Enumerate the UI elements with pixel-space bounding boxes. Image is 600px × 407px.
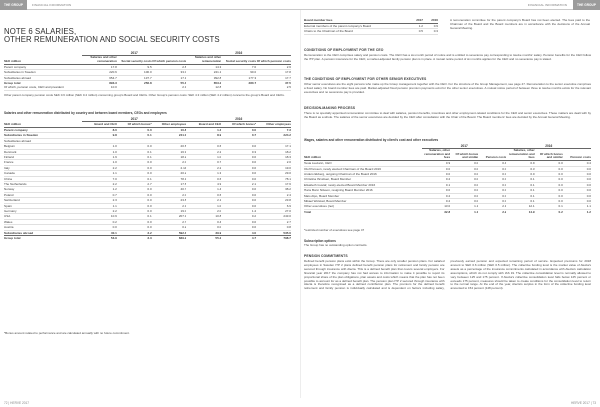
table-cell: 0.9 [422, 161, 450, 166]
table-cell: 0.0 [450, 166, 478, 171]
table-cell: 0.0 [478, 188, 506, 193]
table-cell: 0.0 [117, 192, 152, 197]
table-cell: 0.0 [117, 187, 152, 192]
table-cell: 0.1 [506, 177, 534, 182]
table-cell: 0.0 [117, 198, 152, 203]
table-cell: 27.0 [256, 209, 291, 214]
table-cell: 7.3 [256, 127, 291, 132]
table-cell: 2.2 [478, 209, 506, 214]
row-label: Mats Alpo, Board Member [304, 193, 422, 198]
table-cell: 38.2 [256, 187, 291, 192]
table-cell: 0.4 [186, 219, 221, 224]
table-cell: 12.8 [186, 85, 221, 90]
table-cell: 0.2 [422, 193, 450, 198]
table-cell: 2.7 [256, 219, 291, 224]
row-label: Spain [4, 203, 82, 208]
table-cell: 4.7 [221, 236, 256, 241]
table-cell: 654.7 [82, 75, 117, 80]
table-cell: 535.0 [256, 230, 291, 235]
table-cell: 0.3 [221, 149, 256, 154]
senior-text: Other senior executives are the eight persons who make up the Group management together with the CEO. For the structure of the Group Management, see page 47. Remuneration to the senior executive comprises a fixed salary. No board member fees are paid. Market-adjusted fixed pension premium payments exist for the other senior executives. A mutual notice period of between three to twelve months exists for the relevant executives and no severance pay is provided. [304, 82, 591, 94]
table-cell: 33.0 [152, 70, 187, 75]
header-bar [0, 0, 600, 10]
table-cell: 0.0 [563, 182, 591, 187]
country-table-caption: Salaries and other remuneration distributed by country and between board members, CEOs and employees [4, 111, 167, 115]
page-number-left: 72 | HERVE 2017 [4, 401, 30, 405]
table-cell: 2.7 [152, 219, 187, 224]
table-cell: 0.0 [117, 225, 152, 230]
row-label: Subsidiaries abroad [4, 138, 82, 143]
table-cell: 1.2 [82, 187, 117, 192]
table-cell: 78.1 [256, 176, 291, 181]
table-cell: 2.14 [152, 165, 187, 170]
table-cell: 0.1 [506, 193, 534, 198]
conditions-heading: CONDITIONS OF EMPLOYMENT FOR THE CEO [304, 48, 384, 52]
board-fees-text: A remuneration committee for the parent company's Board has not been elected. The fees paid to the Chairman of the Board and the Board members are in accordance with the decisions of the Annual General Meeting. [450, 18, 590, 30]
table-cell: 839.2 [152, 236, 187, 241]
table-cell: 0.0 [117, 127, 152, 132]
row-label: Germany [4, 209, 82, 214]
conditions-text: Remuneration to the CEO comprises salary and pension costs. The CEO has a six-month period of notice and is entitled to severance pay corresponding to twelve months' salary. Pension benefits for the CEO follow the ITP plan. A pension insurance for the CEO, a market-adjusted family pension plan is in place. A mutual notice period of six months applies for the CEO and no severance pay is stated. [304, 53, 591, 61]
table-cell: 1.0 [82, 149, 117, 154]
table-cell: 2.8 [152, 64, 187, 69]
table-cell: 0.0 [535, 172, 563, 177]
table-cell: 0.0 [535, 182, 563, 187]
table-cell: 0.1 [117, 154, 152, 159]
table-cell: 0.1 [117, 149, 152, 154]
senior-heading: THE CONDITIONS OF EMPLOYMENT FOR OTHER SENIOR EXECUTIVES [304, 77, 427, 81]
table-cell: 29.0 [256, 171, 291, 176]
table-header-row: SEK million Board and CEO Of which bonus* Other employees Board and CEO Of which bonus* Other employees [4, 121, 291, 126]
row-label: Olof Persson, newly elected Chairman of the Board 2016 [304, 166, 422, 171]
table-cell: 0.0 [117, 219, 152, 224]
table-cell: 0.0 [535, 177, 563, 182]
pension-note: Other parent company pension costs SEK 0.6 million (SEK 0.4 million) concerning group's Board and CEOs. Other Group's pension costs: SEK 4.3 million (SEK 4.2 million) concerns the group's Board and CEOs. [4, 93, 285, 97]
table-cell: 0.2 [152, 225, 187, 230]
table-cell: 1.1 [563, 204, 591, 209]
row-label: External members of the parent company's Board [304, 24, 408, 29]
table-cell: 12.1 [506, 204, 534, 209]
table-cell: 241.0 [152, 133, 187, 138]
table-cell: 1.0 [82, 144, 117, 149]
table-cell: 6.9 [256, 203, 291, 208]
table-cell: 32.8 [422, 209, 450, 214]
table-cell: 2.3 [152, 85, 187, 90]
table-cell: 0.0 [450, 177, 478, 182]
row-label: Elisabeth Gustaf, newly elected Board Member 2016 [304, 182, 422, 187]
board-fees-table [304, 18, 438, 35]
table-cell: 207.3 [152, 214, 187, 219]
table-cell: 0.0 [422, 172, 450, 177]
table-cell: 0.0 [221, 192, 256, 197]
bonus-footnote: *Bonus amount related to performance and are calculated annually with no future commitment. [4, 331, 130, 335]
row-label: Italy [4, 165, 82, 170]
table-cell: 1.2 [563, 209, 591, 214]
table-header-row: SEK million Salaries and other remuneration Social security costs Of which pension costs Salaries and other remuneration Social security costs Of which pension costs [4, 55, 291, 63]
table-cell: 0.0 [221, 160, 256, 165]
row-label: Chairs to the Chairman of the Board [304, 29, 408, 34]
table-cell: 17.6 [152, 181, 187, 186]
table-cell: 0.0 [563, 177, 591, 182]
table-cell: 1.4 [186, 187, 221, 192]
row-label: Group total [4, 81, 82, 86]
table-cell: 0.0 [535, 199, 563, 204]
table-cell: 0.1 [506, 182, 534, 187]
table-cell: 0.0 [450, 193, 478, 198]
table-cell: 0.0 [563, 172, 591, 177]
table-cell: 2.1 [221, 181, 256, 186]
table-cell: 0.0 [563, 193, 591, 198]
section-tab-left: THE GROUP [0, 0, 27, 10]
table-cell: 0.0 [221, 198, 256, 203]
table-cell: 1.2 [408, 24, 423, 29]
table-cell: 1.0 [186, 154, 221, 159]
table-cell: 2.0 [152, 192, 187, 197]
total-row [4, 236, 291, 241]
table-cell: 0.0 [221, 187, 256, 192]
table-cell: 10.8 [186, 214, 221, 219]
table-cell: 2.2 [82, 181, 117, 186]
table-cell: 280.7 [221, 81, 256, 86]
row-label: China [4, 176, 82, 181]
table-row [304, 29, 438, 34]
table-cell: 0.4 [563, 161, 591, 166]
table-cell: 2.0 [152, 160, 187, 165]
row-label: Canada [4, 171, 82, 176]
table-cell: 0.0 [563, 188, 591, 193]
table-cell: 19.0 [256, 165, 291, 170]
subscription-heading: Subscription options [304, 239, 336, 243]
row-label: France [4, 160, 82, 165]
row-label: Subsidiaries in Sweden [4, 133, 82, 138]
decision-text: There is no specially appointed remuneration committee to deal with salaries, pension benefits, incentives and other employment-related conditions for the CEO and senior executives. These matters are dealt with by the Board as a whole. The salaries of the senior executives are decided by the CEO after consultation with the Chair of the Board. The Board members' fees are decided by the Annual General Meeting. [304, 111, 591, 119]
table-cell: 0.3 [423, 29, 438, 34]
table-cell: 2.2 [186, 165, 221, 170]
table-row [4, 85, 291, 90]
wages-table [304, 144, 591, 214]
table-cell: 78.1 [152, 176, 187, 181]
table-cell: 0.0 [450, 188, 478, 193]
table-cell: 2.7 [117, 181, 152, 186]
table-cell: 14.3 [186, 64, 221, 69]
table-cell: 100.0 [117, 70, 152, 75]
table-cell: 0.3 [506, 166, 534, 171]
table-cell: 39.9 [186, 230, 221, 235]
table-cell: 19.0 [152, 209, 187, 214]
table-cell: 10.9 [82, 214, 117, 219]
table-cell: 8.9 [186, 133, 221, 138]
table-cell: 0.9 [506, 161, 534, 166]
table-cell: 0.0 [221, 144, 256, 149]
table-cell: 0.1 [535, 204, 563, 209]
year-2017: 2017 [82, 51, 186, 56]
row-label: Tesia Lieviann, CEO [304, 161, 422, 166]
table-cell: 0.7 [221, 133, 256, 138]
note-title: NOTE 6 SALARIES, OTHER REMUNERATION AND SOCIAL SECURITY COSTS [4, 27, 220, 45]
year-2016: 2016 [186, 51, 291, 56]
table-cell: 0.0 [221, 127, 256, 132]
table-cell: 2.1 [186, 198, 221, 203]
table-cell: 241.1 [186, 70, 221, 75]
row-label: Subsidiaries abroad [4, 75, 82, 80]
table-cell: 798.7 [256, 236, 291, 241]
table-cell: 0.0 [117, 209, 152, 214]
table-cell: 0.0 [221, 203, 256, 208]
pension-text: Defined benefit pension plans exist within the Group. There are only smaller pension plans. For salaried employees in Sweden ITP 2 plans defined benefit pension plans for retirement and family pension are secured through insurance with Alecta. This is a defined benefit plan that covers several employers. For financial year 2017 the company has not had access to information to make it possible to report its proportional share of the plan obligations, plan assets and costs which means that the plan has not been possible to account for as a defined benefit plan. The pension plan ITP 2 secured through insurance with Alecta is therefore recognised as a defined contribution plan. The premium for the defined benefit retirement and family pension is individually calculated and is dependent on factors including salary, previously earned pension and expected remaining period of service. Expected premiums for 2018 amount to SEK 0.6 million (SEK 0.5 million). The collective funding level is the market value of Alecta's assets as a percentage of the insurance commitments calculated in accordance with Alecta's calculation assumptions, which do not comply with IAS 19. The collective consolidation level is normally allowed to vary between 125 and 175 percent. If Alecta's collective consolidation level falls below 125 percent or exceeds 175 percent, measures should be taken to create conditions for the consolidation level to return to the normal range. At the end of the year, Alecta's surplus in the form of the collective funding level amounted to 154 percent (148 percent). [304, 260, 591, 291]
year-2017: 2017 [422, 144, 506, 149]
section-name-right: FINANCIAL INFORMATION [527, 3, 567, 7]
table-cell: 0.0 [117, 165, 152, 170]
table-cell: 55.3 [152, 81, 187, 86]
table-cell: 0.5 [408, 29, 423, 34]
wages-table-caption: Wages, salaries and other remuneration distributed by client's cost and other executives [304, 138, 439, 142]
table-cell: 2.3 [152, 203, 187, 208]
table-cell: 1.1 [82, 171, 117, 176]
table-cell: 0.0 [117, 171, 152, 176]
table-cell: 16.9 [152, 149, 187, 154]
salaries-table [4, 51, 291, 91]
row-label: Group total [4, 236, 82, 241]
row-label: Subsidiaries abroad [4, 230, 82, 235]
table-cell: 23.8 [256, 198, 291, 203]
table-cell: 17.1 [152, 75, 187, 80]
table-cell: 2.2 [82, 165, 117, 170]
row-label: Wales [4, 219, 82, 224]
table-cell: 256.8 [117, 81, 152, 86]
table-cell: 37.5 [256, 81, 291, 86]
table-cell: 0.0 [478, 166, 506, 171]
row-label: Denmark [4, 149, 82, 154]
table-cell: 18.2 [256, 149, 291, 154]
table-cell: 20.6 [152, 144, 187, 149]
row-label: Total [304, 209, 422, 214]
table-cell: 0.0 [478, 199, 506, 204]
country-table [4, 117, 291, 240]
row-label: Anders Ekberg, outgoing Chairman of the Board 2016 [304, 172, 422, 177]
table-cell: 0.1 [117, 176, 152, 181]
table-cell: 7.6 [221, 64, 256, 69]
table-cell: 653.2 [186, 81, 221, 86]
section-name-left: FINANCIAL INFORMATION [32, 3, 72, 7]
year-2016: 2016 [186, 117, 291, 122]
table-cell: 20.2 [152, 171, 187, 176]
table-cell: 2.0 [256, 160, 291, 165]
table-header-row: SEK million Salaries, other remuneration and fees Of which bonus and similar Pension costs Salaries, other remuneration and fees Of which bonus and similar Pension costs [304, 148, 591, 160]
row-label: Parent company [4, 64, 82, 69]
row-label: Hans Bonn Nilsson, resigning Board Member 2016 [304, 188, 422, 193]
table-cell: 1.0 [82, 160, 117, 165]
year-2017: 2017 [82, 117, 186, 122]
table-cell: 224.2 [256, 133, 291, 138]
table-cell: 17.6 [256, 181, 291, 186]
table-cell: 17.1 [256, 144, 291, 149]
table-cell: 2.5 [256, 85, 291, 90]
table-cell: 7.0 [82, 176, 117, 181]
table-cell: 0.0 [117, 203, 152, 208]
table-cell: 2.2 [186, 149, 221, 154]
table-cell: 0.6 [186, 192, 221, 197]
table-cell: 2.0 [186, 209, 221, 214]
table-cell: 0.1 [117, 133, 152, 138]
row-label: Mikael Wolstad, Board Member [304, 199, 422, 204]
table-cell: 0.0 [221, 171, 256, 176]
table-cell: 1.1 [450, 209, 478, 214]
table-cell: 1.3 [186, 171, 221, 176]
table-cell: 14.9 [506, 209, 534, 214]
table-cell: 17.7 [256, 75, 291, 80]
row-label: Of which, pension costs, CEO and president [4, 85, 82, 90]
decision-heading: DECISION-MAKING PROCESS [304, 106, 356, 110]
table-cell: 2.1 [478, 204, 506, 209]
table-cell: 1.3 [186, 127, 221, 132]
table-cell: 1.1 [82, 203, 117, 208]
table-cell: 13.0 [422, 204, 450, 209]
table-cell: 243.0 [256, 214, 291, 219]
table-cell: 0.1 [422, 182, 450, 187]
table-cell: 3.3 [117, 236, 152, 241]
table-cell: 0.0 [186, 225, 221, 230]
table-cell: 2.2 [82, 209, 117, 214]
row-label: Christina Ihrvidsen, Board Member [304, 177, 422, 182]
subscription-text: The Group has no outstanding option contracts. [304, 243, 368, 247]
table-cell: 40.7 [152, 187, 187, 192]
table-cell [221, 85, 256, 90]
row-label: Austria [4, 225, 82, 230]
table-cell: 0.0 [478, 193, 506, 198]
table-cell: 1.9 [82, 154, 117, 159]
table-cell: 18.3 [256, 154, 291, 159]
wages-total-note: *restricted number of executives see page 47 [304, 228, 365, 232]
table-cell: 9.5 [117, 64, 152, 69]
row-label: Switzerland [4, 198, 82, 203]
table-cell: 0.0 [117, 160, 152, 165]
table-cell: 0.2 [221, 214, 256, 219]
table-cell: 0.4 [478, 161, 506, 166]
table-cell: 0.2 [535, 209, 563, 214]
table-cell: 17.8 [256, 70, 291, 75]
row-label: Norway [4, 187, 82, 192]
table-cell: 0.0 [221, 225, 256, 230]
table-cell: 0.0 [450, 199, 478, 204]
row-label: Poland [4, 192, 82, 197]
table-cell: 0.0 [82, 225, 117, 230]
table-cell: 1.0 [186, 203, 221, 208]
table-cell: 0.0 [535, 166, 563, 171]
table-cell: 0.7 [186, 160, 221, 165]
right-page [300, 10, 600, 398]
table-cell: 0.2 [422, 177, 450, 182]
table-cell: 10.0 [82, 85, 117, 90]
left-page [0, 10, 300, 398]
table-cell: 0.1 [506, 188, 534, 193]
table-cell: 2.4 [256, 192, 291, 197]
table-cell: 0.1 [506, 199, 534, 204]
row-label: USA [4, 214, 82, 219]
row-label: Finland [4, 154, 82, 159]
table-cell: 0.0 [117, 144, 152, 149]
table-cell: 137.7 [117, 75, 152, 80]
table-cell: 392.8 [186, 75, 221, 80]
table-cell: 220.6 [82, 70, 117, 75]
table-cell: 0.6 [186, 144, 221, 149]
total-row [304, 209, 591, 214]
table-cell: 0.0 [221, 176, 256, 181]
table-cell: 0.0 [535, 161, 563, 166]
table-cell: 0.0 [535, 193, 563, 198]
table-cell: 0.0 [221, 154, 256, 159]
table-cell: 4.9 [186, 181, 221, 186]
row-label: Other executives (net) [304, 204, 422, 209]
table-cell: 0.0 [563, 199, 591, 204]
table-cell: 0.0 [450, 172, 478, 177]
table-cell: 8.0 [82, 127, 117, 132]
table-cell: 2.3 [82, 198, 117, 203]
row-label: Subsidiaries in Sweden [4, 70, 82, 75]
table-cell: 0.6 [186, 176, 221, 181]
section-tab-right: THE GROUP [573, 0, 600, 10]
table-cell: 0.0 [450, 182, 478, 187]
page-number-right: HERVE 2017 | 73 [570, 401, 596, 405]
table-cell: 2.6 [256, 64, 291, 69]
table-cell [117, 85, 152, 90]
table-cell: 53.9 [82, 236, 117, 241]
table-cell: 0.0 [535, 188, 563, 193]
table-cell: 0.7 [82, 192, 117, 197]
table-cell: 0.2 [82, 219, 117, 224]
table-cell: 55.2 [186, 236, 221, 241]
table-cell: 0.8 [256, 225, 291, 230]
table-cell: 9.8 [82, 133, 117, 138]
table-header-row: Board member fees 2017 2016 [304, 18, 438, 22]
table-cell: 0.0 [450, 161, 478, 166]
table-cell: 0.9 [423, 24, 438, 29]
row-label: Belgium [4, 144, 82, 149]
table-cell: 0.0 [221, 219, 256, 224]
table-cell: 90.0 [221, 70, 256, 75]
table-cell: 0.2 [422, 199, 450, 204]
table-cell: 893.3 [82, 81, 117, 86]
table-cell: 0.0 [422, 188, 450, 193]
table-cell: 0.1 [117, 214, 152, 219]
table-cell: 0.0 [563, 166, 591, 171]
table-cell: 0.0 [221, 165, 256, 170]
table-cell: 1.4 [221, 209, 256, 214]
table-cell: 0.0 [478, 177, 506, 182]
table-cell: 18.2 [152, 154, 187, 159]
year-2016: 2016 [506, 144, 591, 149]
table-cell: 592.3 [152, 230, 187, 235]
table-cell: 10.8 [152, 127, 187, 132]
table-cell: 0.0 [422, 166, 450, 171]
row-label: Parent company [4, 127, 82, 132]
table-cell: 4.0 [221, 230, 256, 235]
table-cell: 23.8 [152, 198, 187, 203]
table-cell: 3.2 [117, 230, 152, 235]
table-cell: 1.1 [450, 204, 478, 209]
table-cell: 17.8 [82, 64, 117, 69]
table-cell: 0.0 [506, 172, 534, 177]
table-cell: 0.0 [478, 172, 506, 177]
table-cell: 177.3 [221, 75, 256, 80]
table-cell: 0.0 [478, 182, 506, 187]
pension-heading: PENSION COMMITMENTS [304, 254, 348, 258]
row-label: The Netherlands [4, 181, 82, 186]
table-cell: 40.1 [82, 230, 117, 235]
